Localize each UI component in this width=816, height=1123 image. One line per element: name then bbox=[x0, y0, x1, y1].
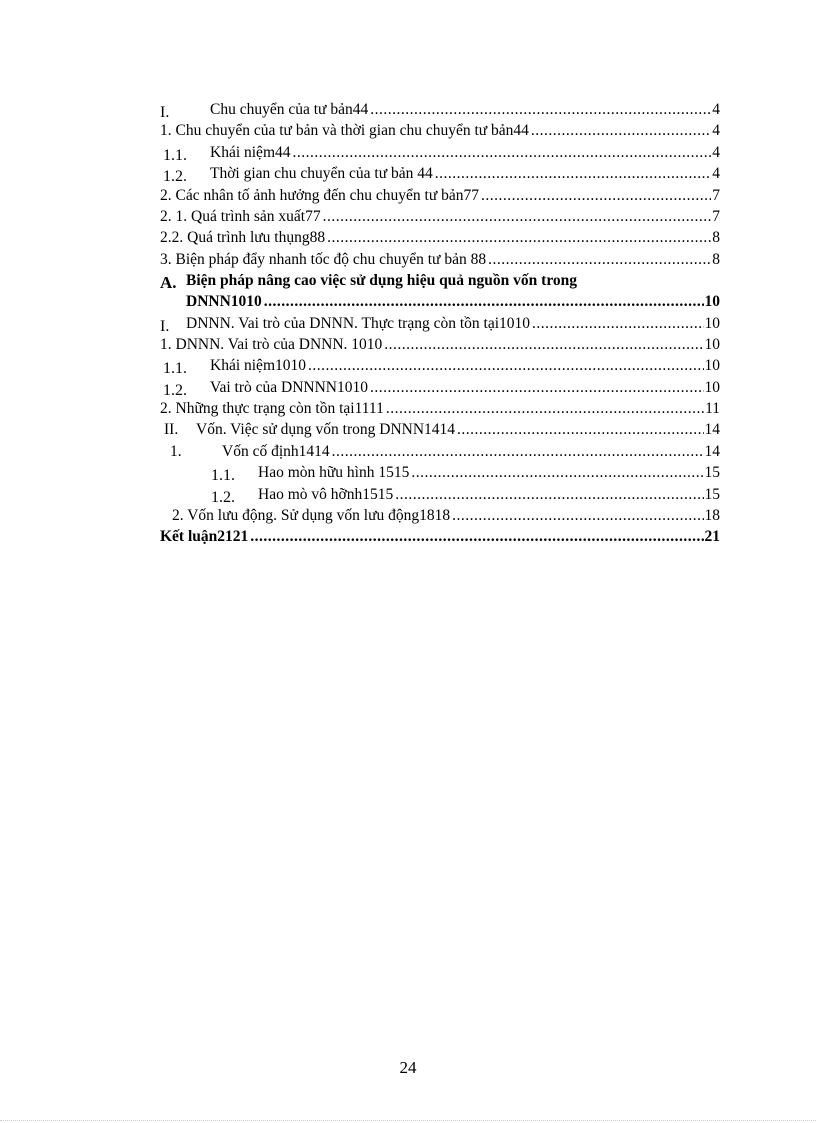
toc-number: I. bbox=[160, 104, 170, 121]
toc-page: 10 bbox=[704, 293, 720, 311]
toc-page: 10 bbox=[704, 314, 720, 332]
toc-number: 1.1. bbox=[211, 467, 235, 485]
leader-dots bbox=[323, 206, 712, 227]
toc-title: 2. Vốn lưu động. Sử dụng vốn lưu động1818 bbox=[172, 507, 451, 525]
table-of-contents bbox=[160, 99, 720, 548]
toc-title: 1. DNNN. Vai trò của DNNN. 1010 bbox=[160, 335, 383, 353]
toc-number: II. bbox=[164, 421, 179, 439]
toc-page: 4 bbox=[712, 165, 720, 183]
leader-dots bbox=[370, 99, 711, 120]
toc-entry[interactable] bbox=[160, 163, 720, 184]
toc-title: 1. Chu chuyển của tư bản và thời gian chu chuyển tư bản44 bbox=[160, 122, 529, 140]
toc-title: Kết luận2121 bbox=[160, 528, 249, 546]
toc-title: 3. Biện pháp đẩy nhanh tốc độ chu chuyển tư bản 88 bbox=[160, 250, 487, 268]
toc-entry[interactable] bbox=[160, 462, 720, 483]
leader-dots bbox=[384, 334, 703, 355]
toc-number: 1.2. bbox=[211, 488, 235, 506]
toc-page: 15 bbox=[704, 464, 720, 482]
toc-entry[interactable] bbox=[160, 334, 720, 355]
toc-number: 1.1. bbox=[163, 360, 187, 378]
leader-dots bbox=[411, 462, 703, 483]
toc-page: 18 bbox=[704, 507, 720, 525]
page-number: 24 bbox=[399, 1058, 417, 1077]
toc-page: 14 bbox=[704, 421, 720, 439]
leader-dots bbox=[293, 142, 712, 163]
toc-section-heading[interactable] bbox=[160, 270, 720, 291]
toc-number: 1.2. bbox=[163, 168, 187, 186]
toc-page: 4 bbox=[712, 143, 720, 161]
toc-entry[interactable] bbox=[160, 419, 720, 440]
leader-dots bbox=[332, 441, 704, 462]
toc-title: Khái niệm44 bbox=[210, 143, 291, 161]
toc-number: 1.2. bbox=[163, 381, 187, 399]
toc-page: 15 bbox=[704, 485, 720, 503]
toc-entry[interactable] bbox=[160, 377, 720, 398]
toc-page: 11 bbox=[705, 400, 720, 418]
toc-title: 2.2. Quá trình lưu thụng88 bbox=[160, 229, 326, 247]
toc-title: Hao mò vô hỡnh1515 bbox=[258, 485, 394, 503]
leader-dots bbox=[264, 291, 704, 312]
toc-page: 8 bbox=[712, 229, 720, 247]
toc-entry[interactable] bbox=[160, 355, 720, 376]
leader-dots bbox=[327, 227, 711, 248]
toc-page: 10 bbox=[704, 378, 720, 396]
toc-title: 2. 1. Quá trình sản xuất77 bbox=[160, 207, 321, 225]
toc-page: 4 bbox=[712, 101, 720, 118]
toc-entry[interactable] bbox=[160, 185, 720, 206]
toc-number: A. bbox=[160, 273, 177, 293]
toc-entry[interactable] bbox=[160, 398, 720, 419]
toc-page: 10 bbox=[704, 335, 720, 353]
toc-page: 7 bbox=[712, 207, 720, 225]
toc-title: Thời gian chu chuyển của tư bản 44 bbox=[210, 165, 433, 183]
toc-title: DNNN. Vai trò của DNNN. Thực trạng còn tồn tại1010 bbox=[186, 314, 531, 332]
leader-dots bbox=[531, 120, 711, 141]
toc-number: 1.1. bbox=[163, 146, 187, 164]
toc-entry[interactable] bbox=[160, 142, 720, 163]
toc-title: Vốn. Việc sử dụng vốn trong DNNN1414 bbox=[196, 421, 456, 439]
toc-entry[interactable] bbox=[160, 206, 720, 227]
toc-number: I. bbox=[160, 317, 170, 335]
toc-page: 4 bbox=[712, 122, 720, 140]
leader-dots bbox=[395, 484, 703, 505]
leader-dots bbox=[308, 355, 704, 376]
toc-entry[interactable] bbox=[160, 505, 720, 526]
toc-page: 10 bbox=[704, 357, 720, 375]
toc-page: 8 bbox=[712, 250, 720, 268]
toc-page: 21 bbox=[704, 528, 720, 546]
toc-title: Vai trò của DNNNN1010 bbox=[210, 378, 368, 396]
toc-entry[interactable] bbox=[160, 249, 720, 270]
toc-entry[interactable] bbox=[160, 526, 720, 547]
toc-entry[interactable] bbox=[160, 120, 720, 141]
leader-dots bbox=[386, 398, 704, 419]
toc-entry[interactable] bbox=[160, 313, 720, 334]
toc-title: Vốn cố định1414 bbox=[222, 442, 330, 460]
toc-entry[interactable] bbox=[160, 99, 720, 120]
leader-dots bbox=[370, 377, 704, 398]
toc-title: Chu chuyển của tư bản44 bbox=[210, 101, 369, 118]
toc-number: 1. bbox=[170, 442, 182, 460]
leader-dots bbox=[457, 419, 703, 440]
toc-entry[interactable] bbox=[160, 291, 720, 312]
toc-title: Khái niệm1010 bbox=[210, 357, 306, 375]
toc-entry[interactable] bbox=[160, 441, 720, 462]
leader-dots bbox=[452, 505, 703, 526]
leader-dots bbox=[435, 163, 711, 184]
leader-dots bbox=[488, 249, 711, 270]
toc-title: Hao mòn hữu hình 1515 bbox=[258, 464, 410, 482]
toc-title: 2. Các nhân tố ảnh hưởng đến chu chuyển tư bản77 bbox=[160, 186, 479, 204]
toc-page: 14 bbox=[704, 442, 720, 460]
toc-entry[interactable] bbox=[160, 227, 720, 248]
leader-dots bbox=[532, 313, 703, 334]
toc-entry[interactable] bbox=[160, 484, 720, 505]
leader-dots bbox=[250, 526, 703, 547]
toc-title: 2. Những thực trạng còn tồn tại1111 bbox=[160, 400, 384, 418]
toc-title: Biện pháp nâng cao việc sử dụng hiệu quả nguồn vốn trong bbox=[186, 272, 578, 290]
toc-page: 7 bbox=[712, 186, 720, 204]
page-bottom-divider bbox=[0, 1120, 816, 1121]
toc-title: DNNN1010 bbox=[186, 293, 262, 311]
leader-dots bbox=[481, 185, 711, 206]
